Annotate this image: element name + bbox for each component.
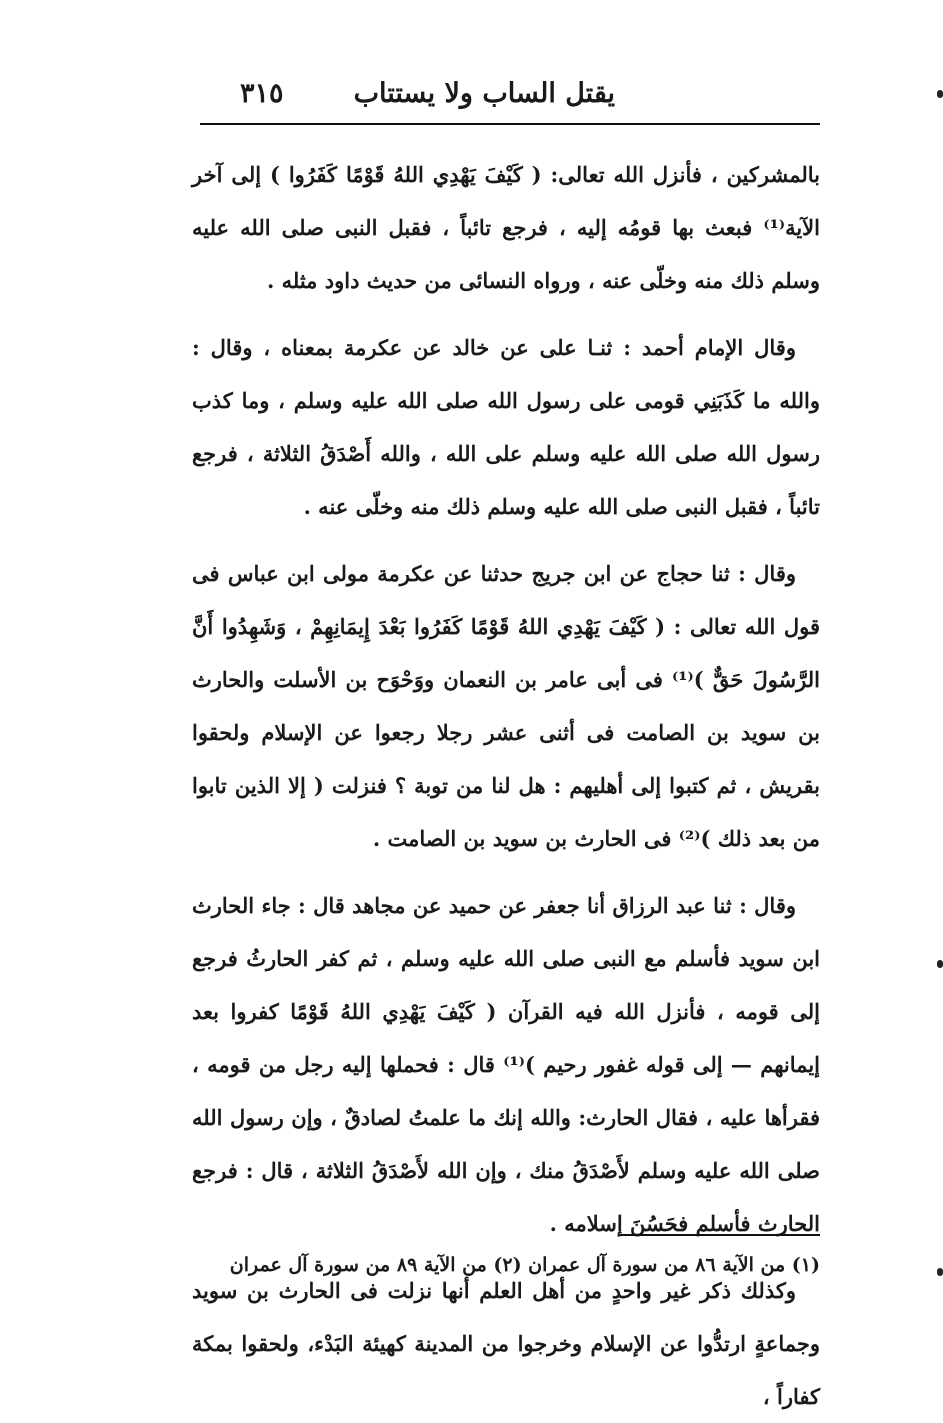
- page-header: [200, 78, 820, 118]
- paragraph-1: بالمشركين ، فأنزل الله تعالى: ( كَيْفَ يَهْدِي اللهُ قَوْمًا كَفَرُوا ) إلى آخر الآية⁽¹⁾ فبعث بها قومُه إليه ، فرجع تائباً ، فقبل النبى صلى الله عليه وسلم ذلك منه وخلّى عنه ، ورواه النسائى من حديث داود مثله .: [192, 162, 820, 293]
- paragraph-2: وقال الإمام أحمد : ثنـا على عن خالد عن عكرمة بمعناه ، وقال : والله ما كَذَبَنِي قومى على رسول الله صلى الله عليه وسلم ، وما كذب رسول الله صلى الله عليه وسلم على الله ، والله أَصْدَقُ الثلاثة ، فرجع تائباً ، فقبل النبى صلى الله عليه وسلم ذلك منه وخلّى عنه .: [192, 335, 820, 519]
- running-title: يقتل الساب ولا يستتاب: [353, 78, 615, 109]
- paragraph-5: وكذلك ذكر غير واحدٍ من أهل العلم أنها نزلت فى الحارث بن سويد وجماعةٍ ارتدُّوا عن الإسلام وخرجوا من المدينة كهيئة البَدْء، ولحقوا بمكة كفاراً ،: [192, 1278, 820, 1409]
- scan-mark: [937, 960, 943, 968]
- paragraph-4: وقال : ثنا عبد الرزاق أنا جعفر عن حميد عن مجاهد قال : جاء الحارث ابن سويد فأسلم مع النبى صلى الله عليه وسلم ، ثم كفر الحارثُ فرجع إلى قومه ، فأنزل الله فيه القرآن ( كَيْفَ يَهْدِي اللهُ قَوْمًا كفروا بعد إيمانهم — إلى قوله غفور رحيم )⁽¹⁾ قال : فحملها إليه رجل من قومه ، فقرأها عليه ، فقال الحارث: والله إنك ما علمتُ لصادقٌ ، وإن رسول الله صلى الله عليه وسلم لأَصْدَقُ منك ، وإن الله لأَصْدَقُ الثلاثة ، قال : فرجع الحارث فأسلم فحَسُنَ إسلامه .: [192, 893, 820, 1236]
- scan-mark: [937, 1268, 943, 1276]
- footnotes: (١) من الآية ٨٦ من سورة آل عمران (٢) من الآية ٨٩ من سورة آل عمران: [229, 1254, 820, 1276]
- scan-mark: [937, 90, 943, 98]
- paragraph-3: وقال : ثنا حجاج عن ابن جريج حدثنا عن عكرمة مولى ابن عباس فى قول الله تعالى : ( كَيْفَ يَهْدِي اللهُ قَوْمًا كَفَرُوا بَعْدَ إِيمَانِهِمْ ، وَشَهِدُوا أَنَّ الرَّسُولَ حَقٌّ )⁽¹⁾ فى أبى عامر بن النعمان ووَحْوَح بن الأسلت والحارث بن سويد بن الصامت فى أثنى عشر رجلا رجعوا عن الإسلام ولحقوا بقريش ، ثم كتبوا إلى أهليهم : هل لنا من توبة ؟ فنزلت ( إلا الذين تابوا من بعد ذلك )⁽²⁾ فى الحارث بن سويد بن الصامت .: [192, 561, 820, 851]
- main-text: [192, 148, 820, 1423]
- page-number: ٣١٥: [240, 78, 284, 109]
- header-rule: [200, 123, 820, 125]
- footnote-rule: [620, 1234, 820, 1236]
